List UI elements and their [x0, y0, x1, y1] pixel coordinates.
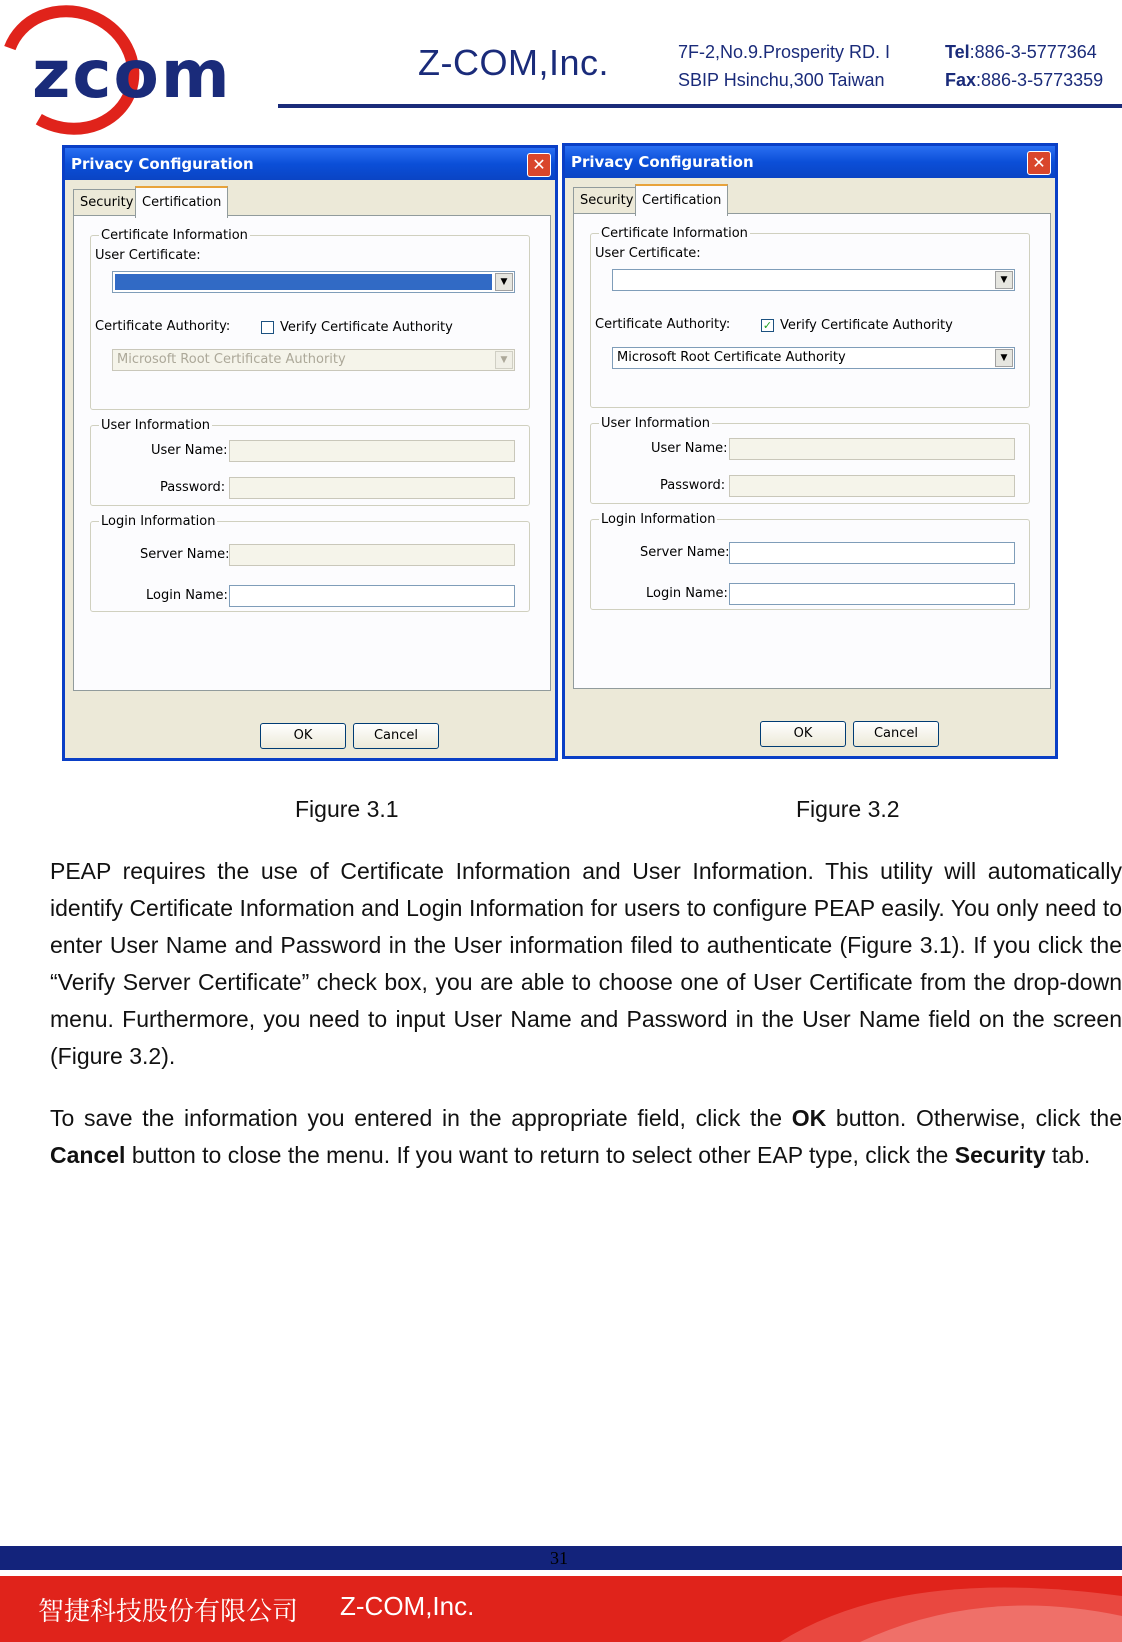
user-name-input	[229, 440, 515, 462]
login-information-legend: Login Information	[601, 512, 716, 527]
company-address	[678, 38, 890, 94]
tel-label: Tel	[945, 42, 970, 62]
chevron-down-icon: ▼	[495, 351, 513, 369]
chevron-down-icon[interactable]: ▼	[995, 349, 1013, 367]
figure-3-1-caption: Figure 3.1	[295, 796, 399, 822]
paragraph-peap: PEAP requires the use of Certificate Information and User Information. This utility will automatically identify Certificate Information and Login Information for users to configure PEAP easily. You only need to enter User Name and Password in the User information filed to authenticate (Figure 3.1). If you click the “Verify Server Certificate” check box, you are able to choose one of User Certificate from the drop-down menu. Furthermore, you need to input User Name and Password in the User Name field on the screen (Figure 3.2).	[50, 858, 1122, 1069]
privacy-configuration-dialog-1	[62, 145, 558, 761]
checkmark-icon: ✓	[762, 319, 773, 332]
figure-3-2-caption: Figure 3.2	[796, 796, 900, 822]
cancel-button[interactable]: Cancel	[353, 723, 439, 749]
password-label: Password:	[160, 480, 226, 495]
certification-panel	[73, 215, 551, 691]
ok-button[interactable]: OK	[260, 723, 346, 749]
privacy-configuration-dialog-2	[562, 143, 1058, 759]
chevron-down-icon[interactable]: ▼	[995, 271, 1013, 289]
fax-label: Fax	[945, 70, 977, 90]
verify-certificate-authority-label: Verify Certificate Authority	[780, 318, 953, 333]
password-input	[229, 477, 515, 499]
para2-text-c: button to close the menu. If you want to return to select other EAP type, click the	[125, 1142, 955, 1168]
company-name: Z-COM,Inc.	[418, 42, 609, 83]
close-icon[interactable]: ✕	[1027, 151, 1051, 175]
certificate-information-legend: Certificate Information	[101, 228, 248, 243]
zcom-logo	[0, 0, 280, 140]
company-contact	[945, 38, 1103, 94]
user-information-legend: User Information	[101, 418, 211, 433]
tab-certification[interactable]: Certification	[135, 186, 228, 218]
logo-text: zcom	[32, 36, 232, 113]
header-rule	[278, 104, 1122, 108]
footer-chinese-name: 智捷科技股份有限公司	[38, 1597, 299, 1627]
para2-text-b: button. Otherwise, click the	[826, 1105, 1122, 1131]
ok-emphasis: OK	[791, 1105, 827, 1131]
tel-value: :886-3-5777364	[969, 42, 1097, 62]
certificate-authority-select[interactable]	[612, 347, 1015, 369]
page-number: 31	[550, 1548, 568, 1568]
server-name-input	[229, 544, 515, 566]
certificate-authority-value: Microsoft Root Certificate Authority	[117, 352, 346, 367]
cancel-button[interactable]: Cancel	[853, 721, 939, 747]
user-information-legend: User Information	[601, 416, 711, 431]
user-certificate-select[interactable]	[112, 271, 515, 293]
user-name-label: User Name:	[151, 443, 228, 458]
verify-certificate-authority-checkbox[interactable]	[761, 319, 774, 332]
address-line-2: SBIP Hsinchu,300 Taiwan	[678, 70, 885, 90]
ok-button[interactable]: OK	[760, 721, 846, 747]
user-certificate-select[interactable]	[612, 269, 1015, 291]
page-header	[0, 0, 1122, 140]
login-name-label: Login Name:	[146, 588, 228, 603]
page-footer	[0, 1546, 1122, 1642]
certificate-authority-select	[112, 349, 515, 371]
chevron-down-icon[interactable]: ▼	[495, 273, 513, 291]
password-label: Password:	[660, 478, 726, 493]
close-icon[interactable]: ✕	[527, 153, 551, 177]
security-emphasis: Security	[954, 1142, 1046, 1168]
certification-panel	[573, 213, 1051, 689]
login-name-input[interactable]	[729, 583, 1015, 605]
selection-highlight	[115, 274, 492, 290]
certificate-authority-value: Microsoft Root Certificate Authority	[617, 350, 846, 365]
dialog-title: Privacy Configuration	[65, 148, 555, 180]
user-certificate-label: User Certificate:	[95, 248, 201, 263]
certificate-information-legend: Certificate Information	[601, 226, 748, 241]
cancel-emphasis: Cancel	[50, 1142, 126, 1168]
tab-security[interactable]: Security	[73, 189, 140, 216]
server-name-input[interactable]	[729, 542, 1015, 564]
verify-certificate-authority-checkbox[interactable]	[261, 321, 274, 334]
paragraph-save	[50, 1100, 1122, 1174]
tab-security[interactable]: Security	[573, 187, 640, 214]
login-name-label: Login Name:	[646, 586, 728, 601]
user-name-input	[729, 438, 1015, 460]
dialog-title: Privacy Configuration	[565, 146, 1055, 178]
login-information-legend: Login Information	[101, 514, 216, 529]
tab-certification[interactable]: Certification	[635, 184, 728, 216]
para2-text-a: To save the information you entered in the appropriate field, click the	[50, 1105, 792, 1131]
fax-value: :886-3-5773359	[976, 70, 1104, 90]
login-name-input[interactable]	[229, 585, 515, 607]
user-name-label: User Name:	[651, 441, 728, 456]
verify-certificate-authority-label: Verify Certificate Authority	[280, 320, 453, 335]
footer-company-name: Z-COM,Inc.	[340, 1591, 475, 1621]
certificate-authority-label: Certificate Authority:	[95, 319, 231, 334]
para2-text-d: tab.	[1045, 1142, 1091, 1168]
address-line-1: 7F-2,No.9.Prosperity RD. I	[678, 42, 891, 62]
user-certificate-label: User Certificate:	[595, 246, 701, 261]
server-name-label: Server Name:	[140, 547, 230, 562]
server-name-label: Server Name:	[640, 545, 730, 560]
password-input	[729, 475, 1015, 497]
certificate-authority-label: Certificate Authority:	[595, 317, 731, 332]
